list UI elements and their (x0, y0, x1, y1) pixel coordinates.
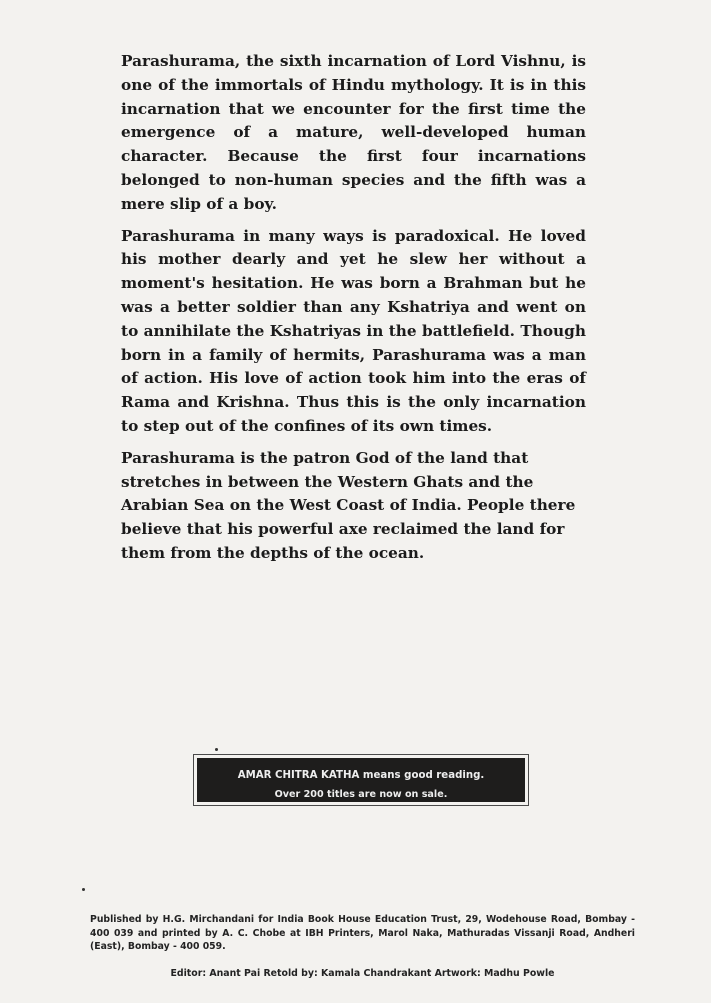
paragraph-patron-god: Parashurama is the patron God of the land that stretches in between the Western Ghats and the Arabian Sea on the West Coast of India. People there believe that his powerful axe reclaimed the land for them from the depths of the ocean. (121, 448, 576, 562)
credits-line: Editor: Anant Pai Retold by: Kamala Chandrakant Artwork: Madhu Powle (170, 968, 555, 979)
print-speck (82, 888, 85, 891)
promo-banner (193, 754, 529, 806)
publisher-imprint: Published by H.G. Mirchandani for India Book House Education Trust, 29, Wodehouse Road, Bombay - 400 039 and printed by A. C. Chobe at IBH Printers, Marol Naka, Mathuradas Vissanji Road, Andheri (East), Bombay - 400 059. (90, 914, 635, 953)
paragraph-paradox: Parashurama in many ways is paradoxical. He loved his mother dearly and yet he slew her without a moment's hesitation. He was born a Brahman but he was a better soldier than any Kshatriya and went on to annihilate the Kshatriyas in the battlefield. Though born in a family of hermits, Parashurama was a man of action. His love of action took him into the eras of Rama and Krishna. Thus this is the only incarnation to step out of the confines of its own times. (121, 226, 586, 435)
print-speck (215, 748, 218, 751)
promo-banner-inner (197, 758, 525, 802)
introduction-text (121, 50, 586, 574)
paragraph-intro: Parashurama, the sixth incarnation of Lord Vishnu, is one of the immortals of Hindu mythology. It is in this incarnation that we encounter for the first time the emergence of a mature, well-developed human character. Because the first four incarnations belonged to non-human species and the fifth was a mere slip of a boy. (121, 52, 586, 213)
promo-line-2: Over 200 titles are now on sale. (274, 789, 448, 800)
promo-line-1: AMAR CHITRA KATHA means good reading. (237, 770, 485, 781)
